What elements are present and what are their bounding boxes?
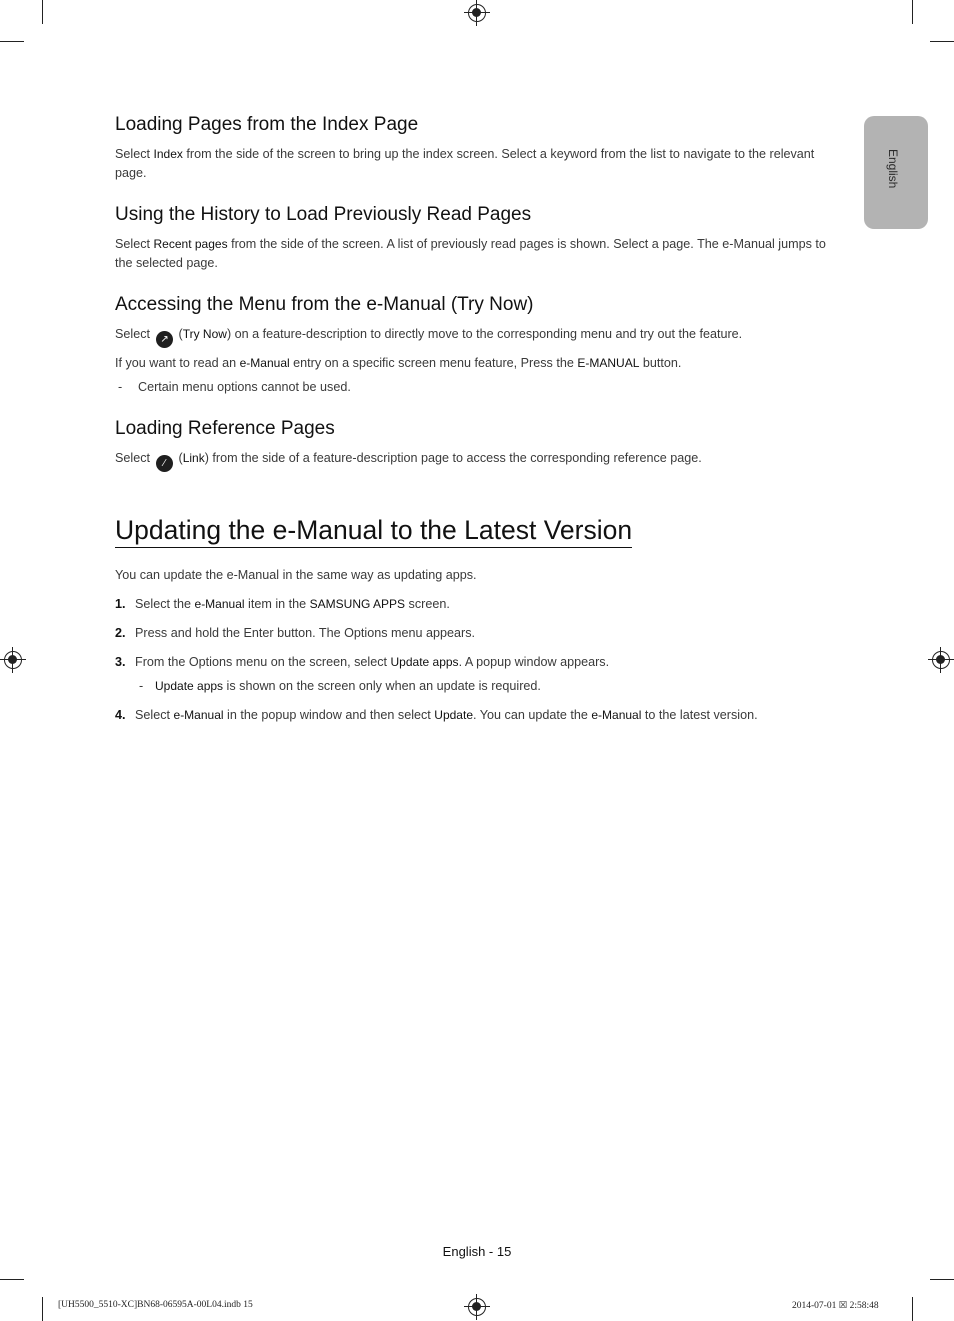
list-item: 4. Select e-Manual in the popup window and then select Update. You can update the e-Manual to the latest version. [115, 708, 758, 722]
crop-mark [930, 41, 954, 42]
crop-mark [912, 0, 913, 24]
section-history [115, 203, 835, 273]
crop-mark [930, 1279, 954, 1280]
language-tab-label: English [886, 149, 900, 189]
crop-mark [0, 1279, 24, 1280]
section-index-page [115, 113, 835, 183]
crop-mark [42, 0, 43, 24]
section-body: Select Recent pages from the side of the screen. A list of previously read pages is shown. Select a page. The e-Manual jumps to the selected page. [115, 237, 826, 270]
section-body: If you want to read an e-Manual entry on a specific screen menu feature, Press the E-MANUAL button. [115, 356, 682, 370]
page-number: English - 15 [442, 1244, 512, 1259]
section-reference-pages [115, 417, 835, 472]
list-item: 3. From the Options menu on the screen, select Update apps. A popup window appears. - Update apps is shown on the screen only when an update is required. [115, 653, 835, 696]
print-slug-left: [UH5500_5510-XC]BN68-06595A-00L04.indb 15 [58, 1300, 253, 1310]
link-icon: ∕ [156, 455, 173, 472]
keyword: Link [182, 451, 205, 465]
language-tab [864, 116, 928, 229]
keyword: Recent pages [153, 237, 228, 251]
page-title: Updating the e-Manual to the Latest Version [115, 514, 632, 548]
note: - Update apps is shown on the screen only when an update is required. [139, 679, 541, 693]
list-item: 1. Select the e-Manual item in the SAMSUNG APPS screen. [115, 597, 450, 611]
keyword: e-Manual [239, 356, 290, 370]
keyword: Try Now [182, 327, 227, 341]
section-body: Select Index from the side of the screen to bring up the index screen. Select a keyword from the list to navigate to the relevant page. [115, 147, 815, 180]
registration-mark-icon [468, 1298, 486, 1316]
steps-list [115, 595, 835, 725]
registration-mark-icon [4, 651, 22, 669]
registration-mark-icon [932, 651, 950, 669]
section-body: Select ∕ (Link) from the side of a feature-description page to access the corresponding reference page. [115, 449, 835, 472]
try-now-icon: ↗ [156, 331, 173, 348]
section-try-now [115, 293, 835, 397]
page-content [115, 113, 835, 735]
note: - Certain menu options cannot be used. [118, 380, 351, 394]
section-body: Select ↗ (Try Now) on a feature-description to directly move to the corresponding menu and try out the feature. [115, 325, 835, 348]
print-slug-right: 2014-07-01 ☒ 2:58:48 [792, 1301, 879, 1311]
keyword: Index [153, 147, 183, 161]
crop-mark [912, 1297, 913, 1321]
crop-mark [42, 1297, 43, 1321]
section-heading: Using the History to Load Previously Read Pages [115, 204, 532, 225]
list-item: 2. Press and hold the Enter button. The Options menu appears. [115, 626, 476, 640]
section-heading: Loading Reference Pages [115, 418, 335, 439]
keyword: E-MANUAL [577, 356, 640, 370]
section-heading: Accessing the Menu from the e-Manual (Try Now) [115, 294, 534, 315]
crop-mark [0, 41, 24, 42]
section-heading: Loading Pages from the Index Page [115, 114, 419, 135]
registration-mark-icon [468, 4, 486, 22]
intro-text: You can update the e-Manual in the same way as updating apps. [115, 568, 477, 582]
